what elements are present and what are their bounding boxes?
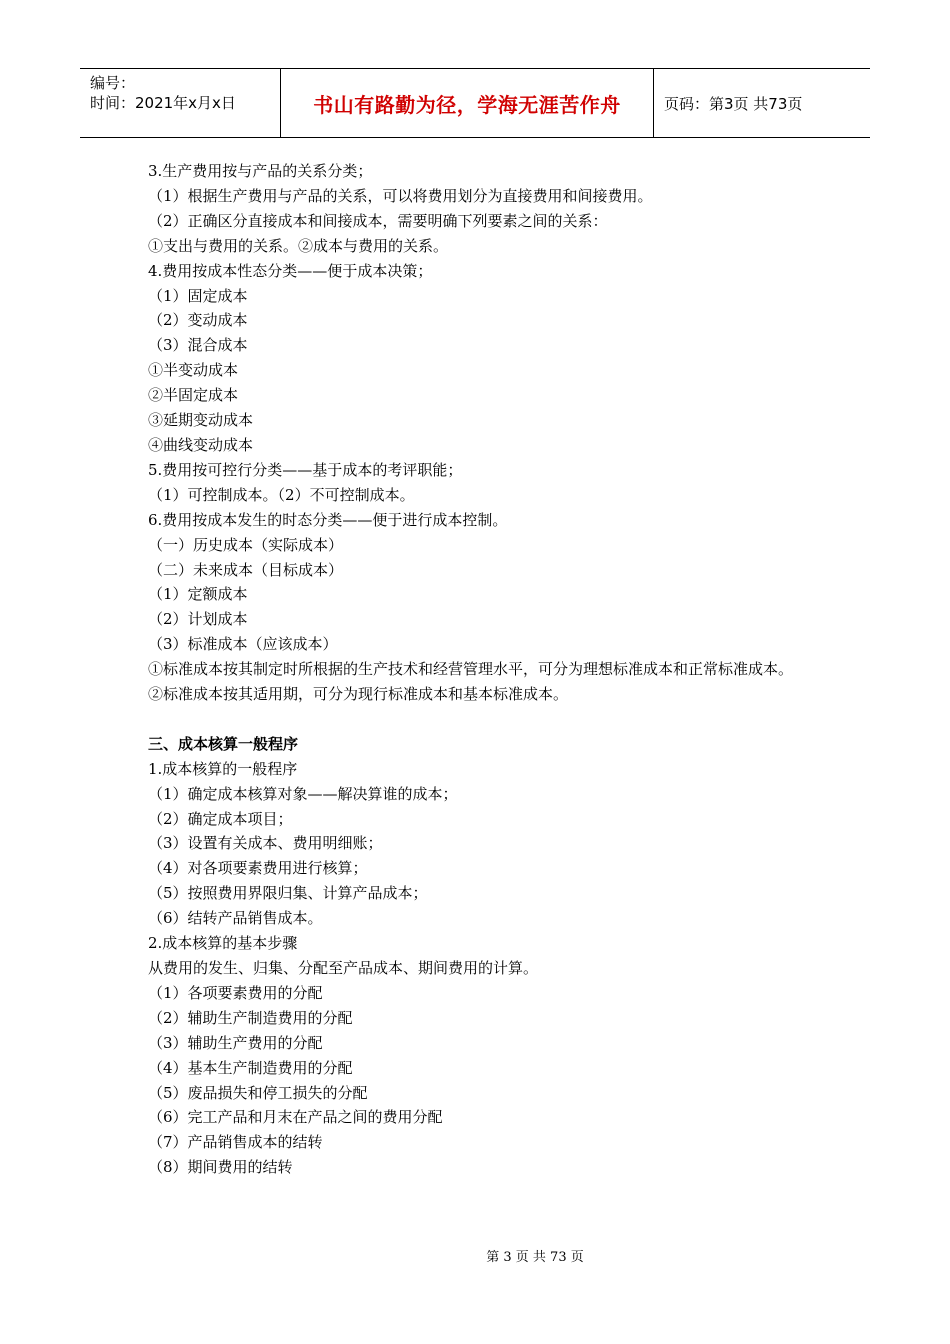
body-line: 1.成本核算的一般程序 bbox=[148, 759, 298, 778]
body-line: （6）完工产品和月末在产品之间的费用分配 bbox=[148, 1108, 443, 1127]
document-header bbox=[80, 68, 870, 138]
body-line: （4）对各项要素费用进行核算； bbox=[148, 859, 368, 878]
body-line: （4）基本生产制造费用的分配 bbox=[148, 1058, 353, 1077]
page-footer: 第 3 页 共 73 页 bbox=[486, 1250, 584, 1265]
body-line: （2）辅助生产制造费用的分配 bbox=[148, 1008, 353, 1027]
body-line: （1）确定成本核算对象——解决算谁的成本； bbox=[148, 784, 458, 803]
body-line: 从费用的发生、归集、分配至产品成本、期间费用的计算。 bbox=[148, 958, 539, 977]
date-line: 时间：2021年x月x日 bbox=[90, 94, 236, 112]
body-line: （2）计划成本 bbox=[148, 610, 248, 629]
body-line: ②标准成本按其适用期，可分为现行标准成本和基本标准成本。 bbox=[148, 685, 569, 704]
body-line: （一）历史成本（实际成本） bbox=[148, 535, 344, 554]
body-line: （1）固定成本 bbox=[148, 286, 248, 305]
body-line: ①半变动成本 bbox=[148, 361, 239, 380]
body-line: （8）期间费用的结转 bbox=[148, 1158, 293, 1177]
body-line: 6.费用按成本发生的时态分类——便于进行成本控制。 bbox=[148, 510, 508, 529]
header-motto-cell bbox=[281, 69, 654, 137]
body-line: （2）正确区分直接成本和间接成本，需要明确下列要素之间的关系： bbox=[148, 211, 608, 230]
blank-line bbox=[115, 707, 845, 732]
document-body bbox=[115, 159, 845, 1180]
header-meta-cell bbox=[80, 69, 281, 137]
body-line: （2）确定成本项目； bbox=[148, 809, 293, 828]
body-line: （1）可控制成本。（2）不可控制成本。 bbox=[148, 485, 415, 504]
body-line: （1）定额成本 bbox=[148, 585, 248, 604]
body-line: （1）根据生产费用与产品的关系，可以将费用划分为直接费用和间接费用。 bbox=[148, 186, 653, 205]
body-line: ②半固定成本 bbox=[148, 386, 239, 405]
body-line: （2）变动成本 bbox=[148, 311, 248, 330]
body-line: 5.费用按可控行分类——基于成本的考评职能； bbox=[148, 460, 463, 479]
body-line: （1）各项要素费用的分配 bbox=[148, 983, 323, 1002]
body-line: 4.费用按成本性态分类——便于成本决策； bbox=[148, 261, 433, 280]
body-paragraph: ①标准成本按其制定时所根据的生产技术和经营管理水平，可分为理想标准成本和正常标准成本。 bbox=[148, 660, 794, 679]
body-line: 2.成本核算的基本步骤 bbox=[148, 934, 298, 953]
body-line: （3）设置有关成本、费用明细账； bbox=[148, 834, 383, 853]
body-line: （3）辅助生产费用的分配 bbox=[148, 1033, 323, 1052]
body-line: 3.生产费用按与产品的关系分类； bbox=[148, 162, 373, 180]
body-line: （5）按照费用界限归集、计算产品成本； bbox=[148, 884, 428, 903]
header-page-cell bbox=[654, 69, 870, 137]
section-heading: 三、成本核算一般程序 bbox=[148, 734, 299, 753]
body-line: ④曲线变动成本 bbox=[148, 435, 254, 454]
page-info: 页码：第3页 共73页 bbox=[664, 94, 803, 113]
body-line: ①支出与费用的关系。②成本与费用的关系。 bbox=[148, 236, 449, 255]
body-line: （5）废品损失和停工损失的分配 bbox=[148, 1083, 368, 1102]
body-line: （7）产品销售成本的结转 bbox=[148, 1133, 323, 1152]
body-line: （3）混合成本 bbox=[148, 336, 248, 355]
body-line: （二）未来成本（目标成本） bbox=[148, 560, 344, 579]
serial-label: 编号： bbox=[90, 74, 136, 92]
body-line: （6）结转产品销售成本。 bbox=[148, 909, 323, 928]
body-line: （3）标准成本（应该成本） bbox=[148, 635, 338, 654]
body-line: ③延期变动成本 bbox=[148, 411, 254, 430]
motto-text: 书山有路勤为径，学海无涯苦作舟 bbox=[313, 92, 621, 117]
